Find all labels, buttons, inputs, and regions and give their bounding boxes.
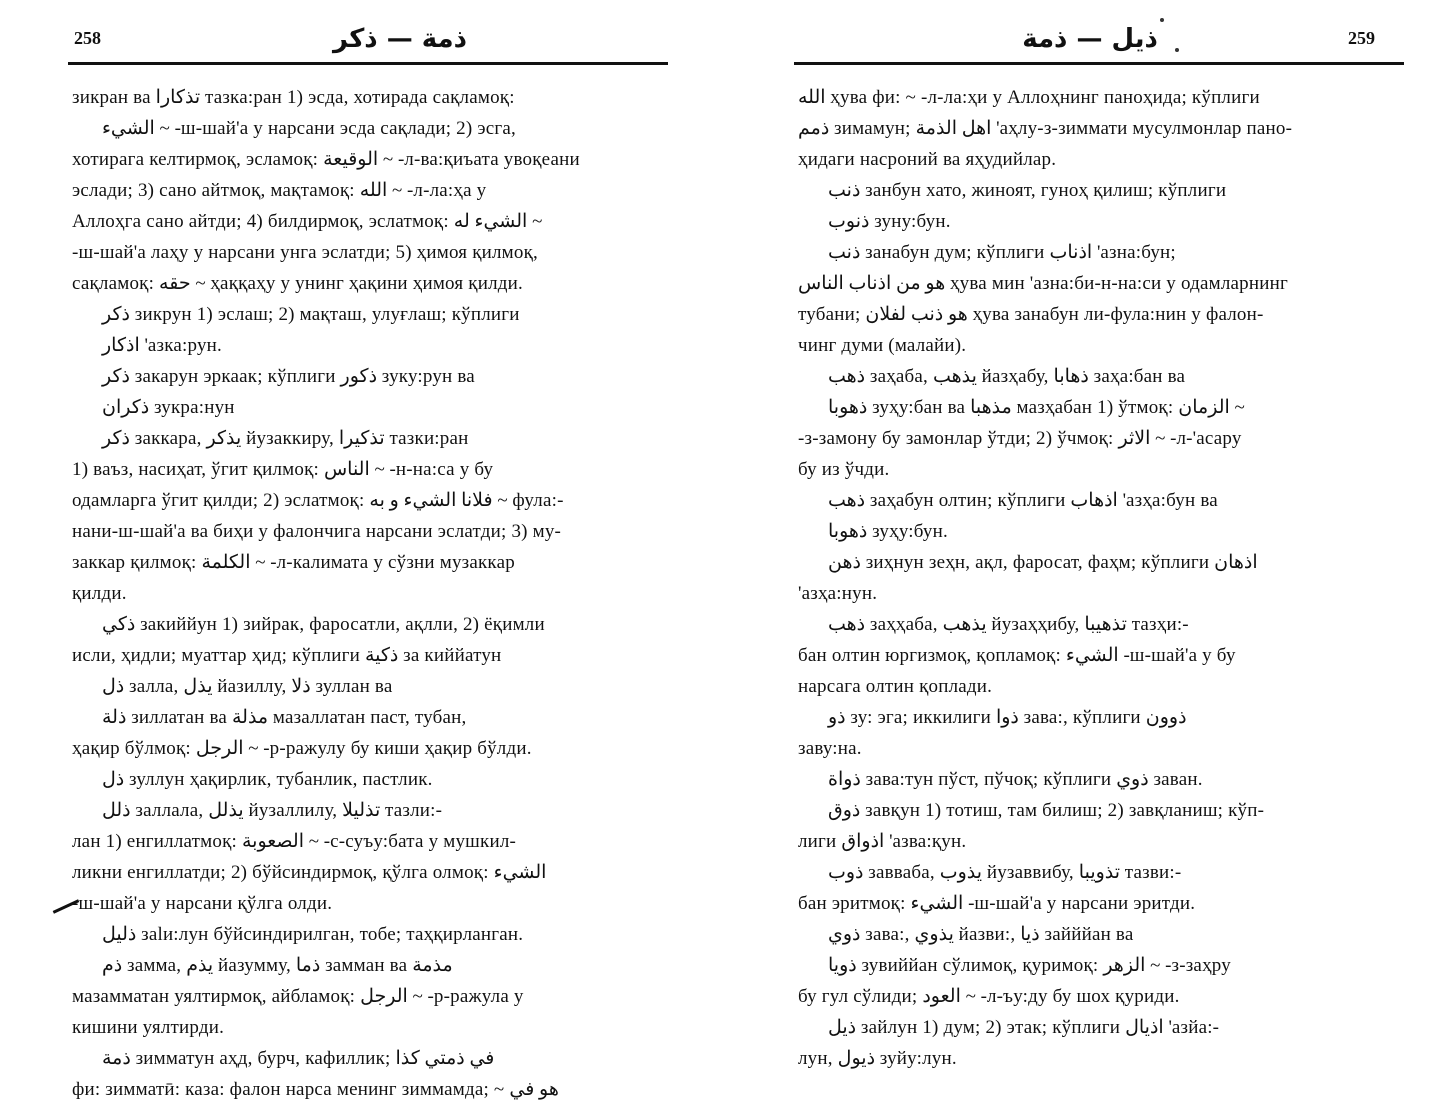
left-page-number: 258 bbox=[74, 28, 101, 48]
text-line: ликни енгиллатди; 2) бўйсиндирмоқ, қўлга олмоқ: الشيء bbox=[72, 862, 547, 883]
text-line: тубани; هو ذنب لفلان ҳува занабун ли-фула:нин у фалон- bbox=[798, 304, 1264, 325]
text-line: ذكر закарун эркаак; кўплиги ذكور зуку:рун ва bbox=[102, 366, 475, 387]
text-line: нани-ш-шай'а ва биҳи у фалончига нарсани эслатди; 3) му- bbox=[72, 521, 562, 542]
text-line: одамларга ўгит қилди; 2) эслатмоқ: فلانا الشيء و به ~ фула:- bbox=[72, 490, 564, 511]
text-line: ذوق завқун 1) тотиш, там билиш; 2) завқланиш; кўп- bbox=[828, 800, 1265, 821]
print-speck bbox=[1175, 48, 1179, 52]
text-line: ҳақир бўлмоқ: الرجل ~ -р-ражулу бу киши ҳақир бўлди. bbox=[72, 738, 532, 759]
text-line: هو من اذناب الناس ҳува мин 'азна:би-н-на:си у одамларнинг bbox=[798, 273, 1288, 294]
text-line: кишини уялтирди. bbox=[72, 1017, 225, 1038]
text-line: ذوب завваба, يذوب йузаввибу, تذويبا тазви:- bbox=[828, 862, 1182, 883]
text-line: ذل зуллун ҳақирлик, тубанлик, пастлик. bbox=[102, 769, 433, 790]
text-line: фи: зимматӣ: каза: фалон нарса менинг зиммамда; ~ هو في bbox=[72, 1079, 559, 1100]
text-line: бу гул сўлиди; العود ~ -л-ъу:ду бу шох қуриди. bbox=[798, 986, 1180, 1007]
text-line: ذكر зикрун 1) эслаш; 2) мақташ, улуғлаш; кўплиги bbox=[102, 304, 520, 325]
text-line: заккар қилмоқ: الكلمة ~ -л-калимата у сўзни музаккар bbox=[72, 552, 515, 573]
text-line: ҳидаги насроний ва яҳудийлар. bbox=[798, 149, 1057, 170]
text-line: ذهب заҳаба, يذهب йазҳабу, ذهابا заҳа:бан ва bbox=[828, 366, 1186, 387]
text-line: -з-замону бу замонлар ўтди; 2) ўчмоқ: الاثر ~ -л-'асару bbox=[798, 428, 1242, 449]
text-line: ذمة зимматун аҳд, бурч, кафиллик; في ذمتي كذا bbox=[102, 1048, 495, 1069]
text-line: ذوي зава:, يذوي йазви:, ذيا зайййан ва bbox=[828, 924, 1134, 945]
text-line: ذليل заlи:лун бўйсиндирилган, тобе; таҳқирланган. bbox=[102, 924, 524, 945]
text-line: ذو зу: эга; иккилиги ذوا зава:, кўплиги ذوون bbox=[828, 707, 1187, 728]
text-line: заву:на. bbox=[798, 738, 862, 759]
text-line: ذلل заллала, يذلل йузаллилу, تذليلا тазли:- bbox=[102, 800, 443, 821]
text-line: бан олтин юргизмоқ, қопламоқ: الشيء -ш-шай'а у бу bbox=[798, 645, 1236, 666]
text-line: исли, ҳидли; муаттар ҳид; кўплиги ذكية за киййатун bbox=[72, 645, 502, 666]
text-line: бан эритмоқ: الشيء -ш-шай'а у нарсани эритди. bbox=[798, 893, 1196, 914]
text-line: нарсага олтин қоплади. bbox=[798, 676, 993, 697]
text-line: ذيل зайлун 1) дум; 2) этак; кўплиги اذيال 'азйа:- bbox=[828, 1017, 1220, 1038]
right-page bbox=[720, 0, 1440, 1114]
text-line: ذكي закиййун 1) зийрак, фаросатли, ақлли, 2) ёқимли bbox=[102, 614, 545, 635]
text-line: ذواة зава:тун пўст, пўчоқ; кўплиги ذوي заван. bbox=[828, 769, 1203, 790]
text-line: 1) ваъз, насиҳат, ўгит қилмоқ: الناس ~ -н-на:са у бу bbox=[72, 459, 494, 480]
text-line: ذكران зукра:нун bbox=[102, 397, 235, 418]
text-line: ذلة зиллатан ва مذلة мазаллатан паст, тубан, bbox=[102, 707, 467, 728]
text-line: мазамматан уялтирмоқ, айбламоқ: الرجل ~ -р-ражула у bbox=[72, 986, 524, 1007]
right-header-title: ذيل — ذمة bbox=[1022, 24, 1158, 54]
text-line: Аллоҳга сано айтди; 4) билдирмоқ, эслатмоқ: الشيء له ~ bbox=[72, 211, 543, 232]
right-text-column bbox=[798, 82, 1408, 1074]
right-header-rule bbox=[794, 62, 1404, 65]
text-line: лиги اذواق 'азва:қун. bbox=[798, 831, 967, 852]
text-line: ذل залла, يذل йазиллу, ذلا зуллан ва bbox=[102, 676, 393, 697]
print-speck bbox=[1160, 18, 1164, 22]
text-line: ذويا зувиййан сўлимоқ, қуримоқ: الزهر ~ -з-заҳру bbox=[828, 955, 1231, 976]
text-line: бу из ўчди. bbox=[798, 459, 890, 480]
text-line: лан 1) енгиллатмоқ: الصعوبة ~ -с-суъу:бата у мушкил- bbox=[72, 831, 517, 852]
text-line: чинг думи (малайи). bbox=[798, 335, 967, 356]
text-line: -ш-шай'а лаҳу у нарсани унга эслатди; 5) ҳимоя қилмоқ, bbox=[72, 242, 538, 263]
text-line: -ш-шай'а у нарсани қўлга олди. bbox=[72, 893, 333, 914]
text-line: сақламоқ: حقه ~ ҳаққаҳу у унинг ҳақини ҳимоя қилди. bbox=[72, 273, 523, 294]
text-line: الشيء ~ -ш-шай'а у нарсани эсда сақлади; 2) эсга, bbox=[102, 118, 516, 139]
text-line: қилди. bbox=[72, 583, 127, 604]
text-line: зикран ва تذكارا тазка:ран 1) эсда, хотирада сақламоқ: bbox=[72, 87, 515, 108]
text-line: الله ҳува фи: ~ -л-ла:ҳи у Аллоҳнинг паноҳида; кўплиги bbox=[798, 87, 1260, 108]
text-line: ذمم зимамун; اهل الذمة 'аҳлу-з-зиммати мусулмонлар пано- bbox=[798, 118, 1293, 139]
text-line: 'азҳа:нун. bbox=[798, 583, 878, 604]
text-line: ذكر заккара, يذكر йузаккиру, تذكيرا тазки:ран bbox=[102, 428, 469, 449]
text-line: лун, ذيول зуйу:лун. bbox=[798, 1048, 957, 1069]
text-line: ذنب занабун дум; кўплиги اذناب 'азна:бун; bbox=[828, 242, 1176, 263]
text-line: اذكار 'азка:рун. bbox=[102, 335, 222, 356]
text-line: ذنوب зуну:бун. bbox=[828, 211, 951, 232]
text-line: ذنب занбун хато, жиноят, гуноҳ қилиш; кўплиги bbox=[828, 180, 1227, 201]
text-line: ذهب заҳабун олтин; кўплиги اذهاب 'азҳа:бун ва bbox=[828, 490, 1218, 511]
text-line: ذهب заҳҳаба, يذهب йузаҳҳибу, تذهيبا тазҳи:- bbox=[828, 614, 1189, 635]
text-line: ذهن зиҳнун зеҳн, ақл, фаросат, фаҳм; кўплиги اذهان bbox=[828, 552, 1258, 573]
left-header-rule bbox=[68, 62, 668, 65]
left-text-column bbox=[72, 82, 672, 1105]
text-line: хотирага келтирмоқ, эсламоқ: الوقيعة ~ -л-ва:қиъата увоқеани bbox=[72, 149, 580, 170]
text-line: эслади; 3) сано айтмоқ, мақтамоқ: الله ~ -л-ла:ҳа у bbox=[72, 180, 487, 201]
left-header-title: ذمة — ذكر bbox=[333, 24, 467, 54]
text-line: ذهوبا зуҳу:бан ва مذهبا мазҳабан 1) ўтмоқ: الزمان ~ bbox=[828, 397, 1245, 418]
text-line: ذم замма, يذم йазумму, ذما замман ва مذمة bbox=[102, 955, 453, 976]
right-page-number: 259 bbox=[1348, 28, 1375, 48]
text-line: ذهوبا зуҳу:бун. bbox=[828, 521, 948, 542]
